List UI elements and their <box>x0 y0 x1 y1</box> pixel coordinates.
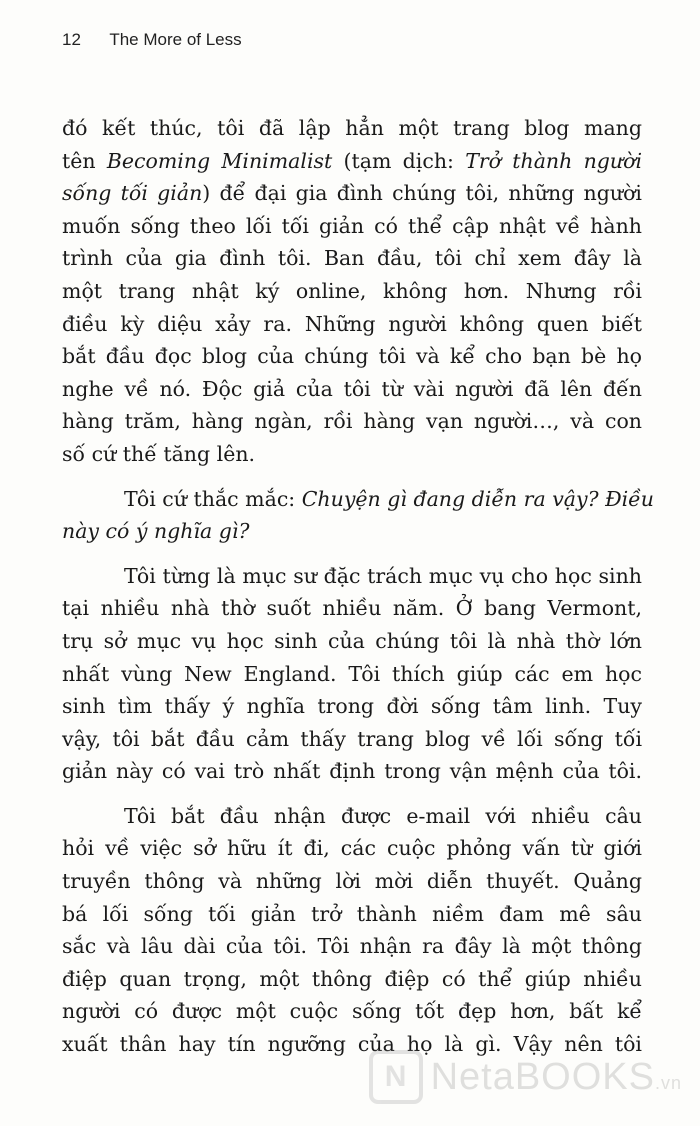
text-line: số cứ thế tăng lên. <box>62 441 256 466</box>
italic-question: Chuyện gì đang diễn ra vậy? Điều <box>301 486 654 511</box>
text-line: xuất thân hay tín ngưỡng của họ là gì. Vậy nên tôi <box>62 1032 642 1057</box>
paragraph-1 <box>62 112 642 471</box>
text-line <box>62 515 642 548</box>
book-title: The More of Less <box>109 30 242 49</box>
logo-letter: N <box>384 1060 407 1093</box>
text-line: Tôi từng là mục sư đặc trách mục vụ cho học sinh <box>124 563 642 588</box>
text-line: truyền thông và những lời mời diễn thuyết. Quảng <box>62 869 642 894</box>
text-line: nhất vùng New England. Tôi thích giúp các em học <box>62 661 642 686</box>
paragraph-4 <box>62 800 642 1061</box>
body-text <box>62 112 654 1061</box>
netabooks-watermark <box>369 1050 682 1104</box>
netabooks-logo-icon <box>369 1050 423 1104</box>
text-run: Tôi cứ thắc mắc: <box>124 486 302 511</box>
text-line: trình của gia đình tôi. Ban đầu, tôi chỉ xem đây là <box>62 246 642 271</box>
text-line: giản này có vai trò nhất định trong vận mệnh của tôi. <box>62 759 642 784</box>
text-line: người có được một cuộc sống tốt đẹp hơn, bất kể <box>62 999 642 1024</box>
text-line: muốn sống theo lối tối giản có thể cập nhật về hành <box>62 213 642 238</box>
text-run: ) để đại gia đình chúng tôi, những người <box>202 181 642 206</box>
paragraph-3 <box>62 560 642 788</box>
text-line: trụ sở mục vụ học sinh của chúng tôi là nhà thờ lớn <box>62 628 642 653</box>
text-line: đó kết thúc, tôi đã lập hẳn một trang blog mang <box>62 116 642 140</box>
text-line <box>62 483 654 516</box>
english-title: Becoming Minimalist <box>106 148 333 173</box>
text-line: hàng trăm, hàng ngàn, rồi hàng vạn người…, và con <box>62 409 642 434</box>
text-line: hỏi về việc sở hữu ít đi, các cuộc phỏng vấn từ giới <box>62 836 642 861</box>
text-line: nghe về nó. Độc giả của tôi từ vài người đã lên đến <box>62 376 642 401</box>
text-line <box>62 145 642 178</box>
paragraph-2 <box>62 483 654 548</box>
watermark-text <box>431 1056 682 1099</box>
text-line: điều kỳ diệu xảy ra. Những người không quen biết <box>62 311 642 336</box>
text-run: tên <box>62 148 107 173</box>
text-line: vậy, tôi bắt đầu cảm thấy trang blog về lối sống tối <box>62 726 642 751</box>
running-header <box>62 30 242 50</box>
text-line <box>62 177 642 210</box>
text-line: bá lối sống tối giản trở thành niềm đam mê sâu <box>62 901 642 926</box>
text-line: điệp quan trọng, một thông điệp có thể giúp nhiều <box>62 966 642 991</box>
text-run: (tạm dịch: <box>332 148 466 173</box>
page-number: 12 <box>62 30 81 49</box>
text-line: bắt đầu đọc blog của chúng tôi và kể cho bạn bè họ <box>62 344 642 369</box>
text-line: tại nhiều nhà thờ suốt nhiều năm. Ở bang Vermont, <box>62 596 642 621</box>
text-line: Tôi bắt đầu nhận được e-mail với nhiều câu <box>124 803 642 828</box>
text-line: sắc và lâu dài của tôi. Tôi nhận ra đây là một thông <box>62 934 642 959</box>
text-line: sinh tìm thấy ý nghĩa trong đời sống tâm linh. Tuy <box>62 694 642 719</box>
italic-question: này có ý nghĩa gì? <box>62 519 250 544</box>
vietnamese-title-cont: sống tối giản <box>62 181 203 206</box>
text-line: một trang nhật ký online, không hơn. Nhưng rồi <box>62 278 642 303</box>
vietnamese-title: Trở thành người <box>465 148 642 173</box>
watermark-brand: NetaBOOKS <box>430 1055 655 1098</box>
watermark-suffix: .vn <box>654 1072 682 1093</box>
